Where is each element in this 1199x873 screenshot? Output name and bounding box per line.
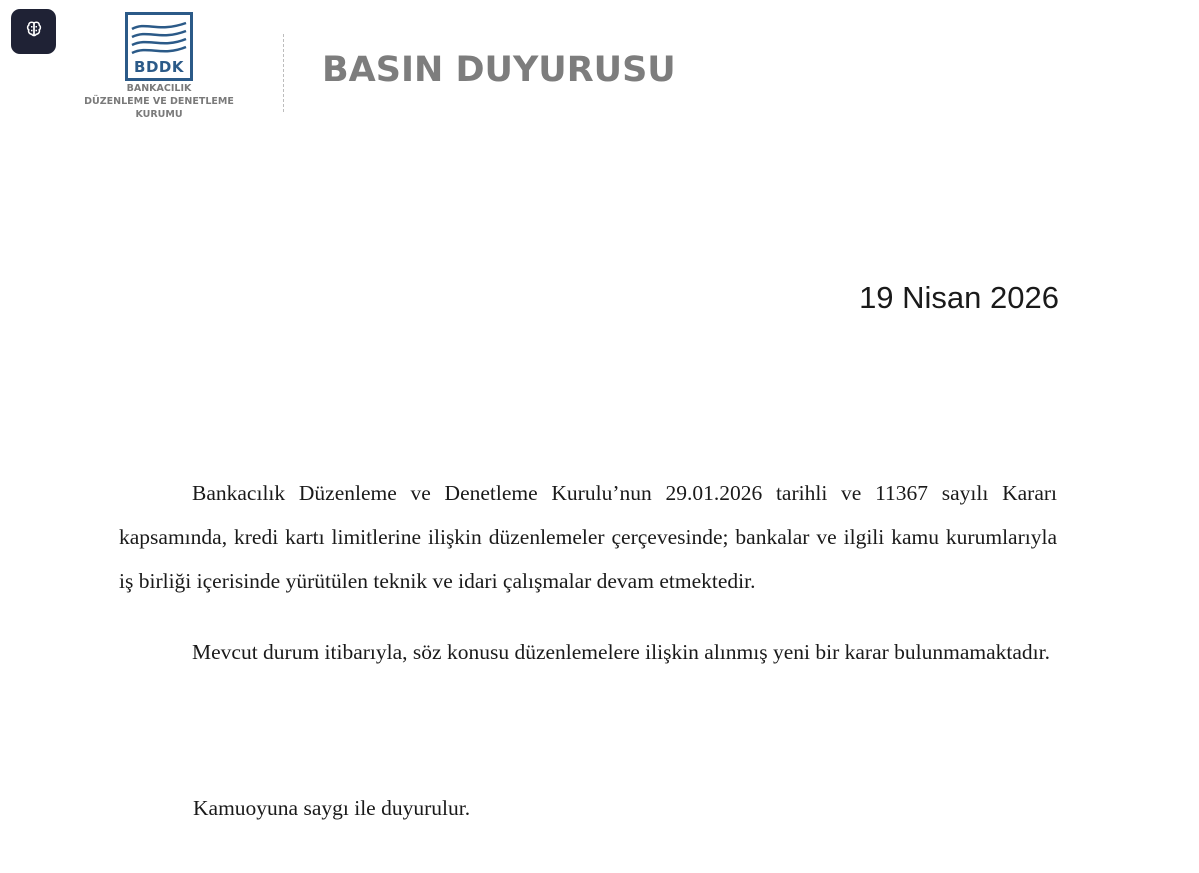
header-divider [283,34,284,112]
logo-org-name [70,82,248,121]
brain-icon [25,20,43,43]
app-badge[interactable] [11,9,56,54]
logo-line-3: KURUMU [135,109,183,120]
logo-abbr: BDDK [134,58,184,76]
logo-line-2: DÜZENLEME VE DENETLEME [84,96,234,107]
closing-line: Kamuoyuna saygı ile duyurulur. [193,796,471,820]
page-title: BASIN DUYURUSU [322,50,676,90]
document-date: 19 Nisan 2026 [859,280,1059,315]
paragraph-2: Mevcut durum itibarıyla, söz konusu düzenlemelere ilişkin alınmış yeni bir karar bulunmamaktadır. [192,639,1050,664]
bddk-logo [125,12,193,81]
paragraph-1: Bankacılık Düzenleme ve Denetleme Kurulu’nun 29.01.2026 tarihli ve 11367 sayılı Kararı kapsamında, kredi kartı limitlerine ilişkin düzenlemeler çerçevesinde; bankalar ve ilgili kamu kurumlarıyla iş birliği içerisinde yürütülen teknik ve idari çalışmalar devam etmektedir. [119,480,1057,593]
logo-line-1: BANKACILIK [126,83,192,94]
wave-emblem-icon [128,15,190,59]
